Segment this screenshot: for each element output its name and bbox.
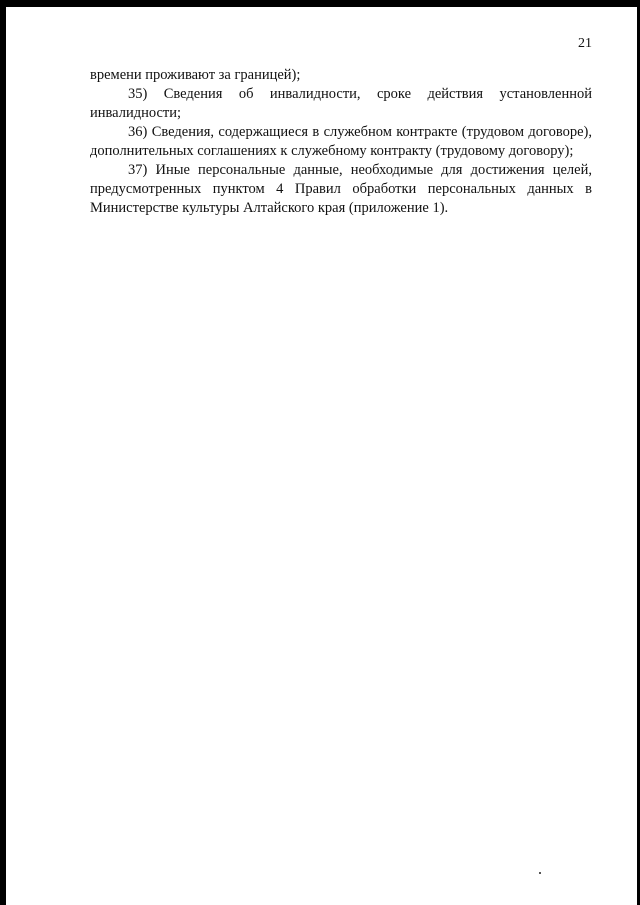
paragraph-continuation: времени проживают за границей); [90, 67, 301, 83]
paragraph-item-36: 36) Сведения, содержащиеся в служебном контракте (трудовом договоре), дополнительных соглашениях к служебному контракту (трудовому договору); [90, 124, 592, 159]
paragraph-item-35: 35) Сведения об инвалидности, сроке действия установленной инвалидности; [90, 86, 592, 121]
page-number: 21 [578, 36, 592, 51]
paragraph-item-37: 37) Иные персональные данные, необходимые для достижения целей, предусмотренных пунктом 4 Правил обработки персональных данных в Министерстве культуры Алтайского края (приложение 1). [90, 162, 592, 216]
scan-edge-left [0, 0, 6, 905]
scan-speck [539, 872, 541, 874]
document-body [90, 66, 592, 218]
scan-edge-top [0, 0, 640, 7]
